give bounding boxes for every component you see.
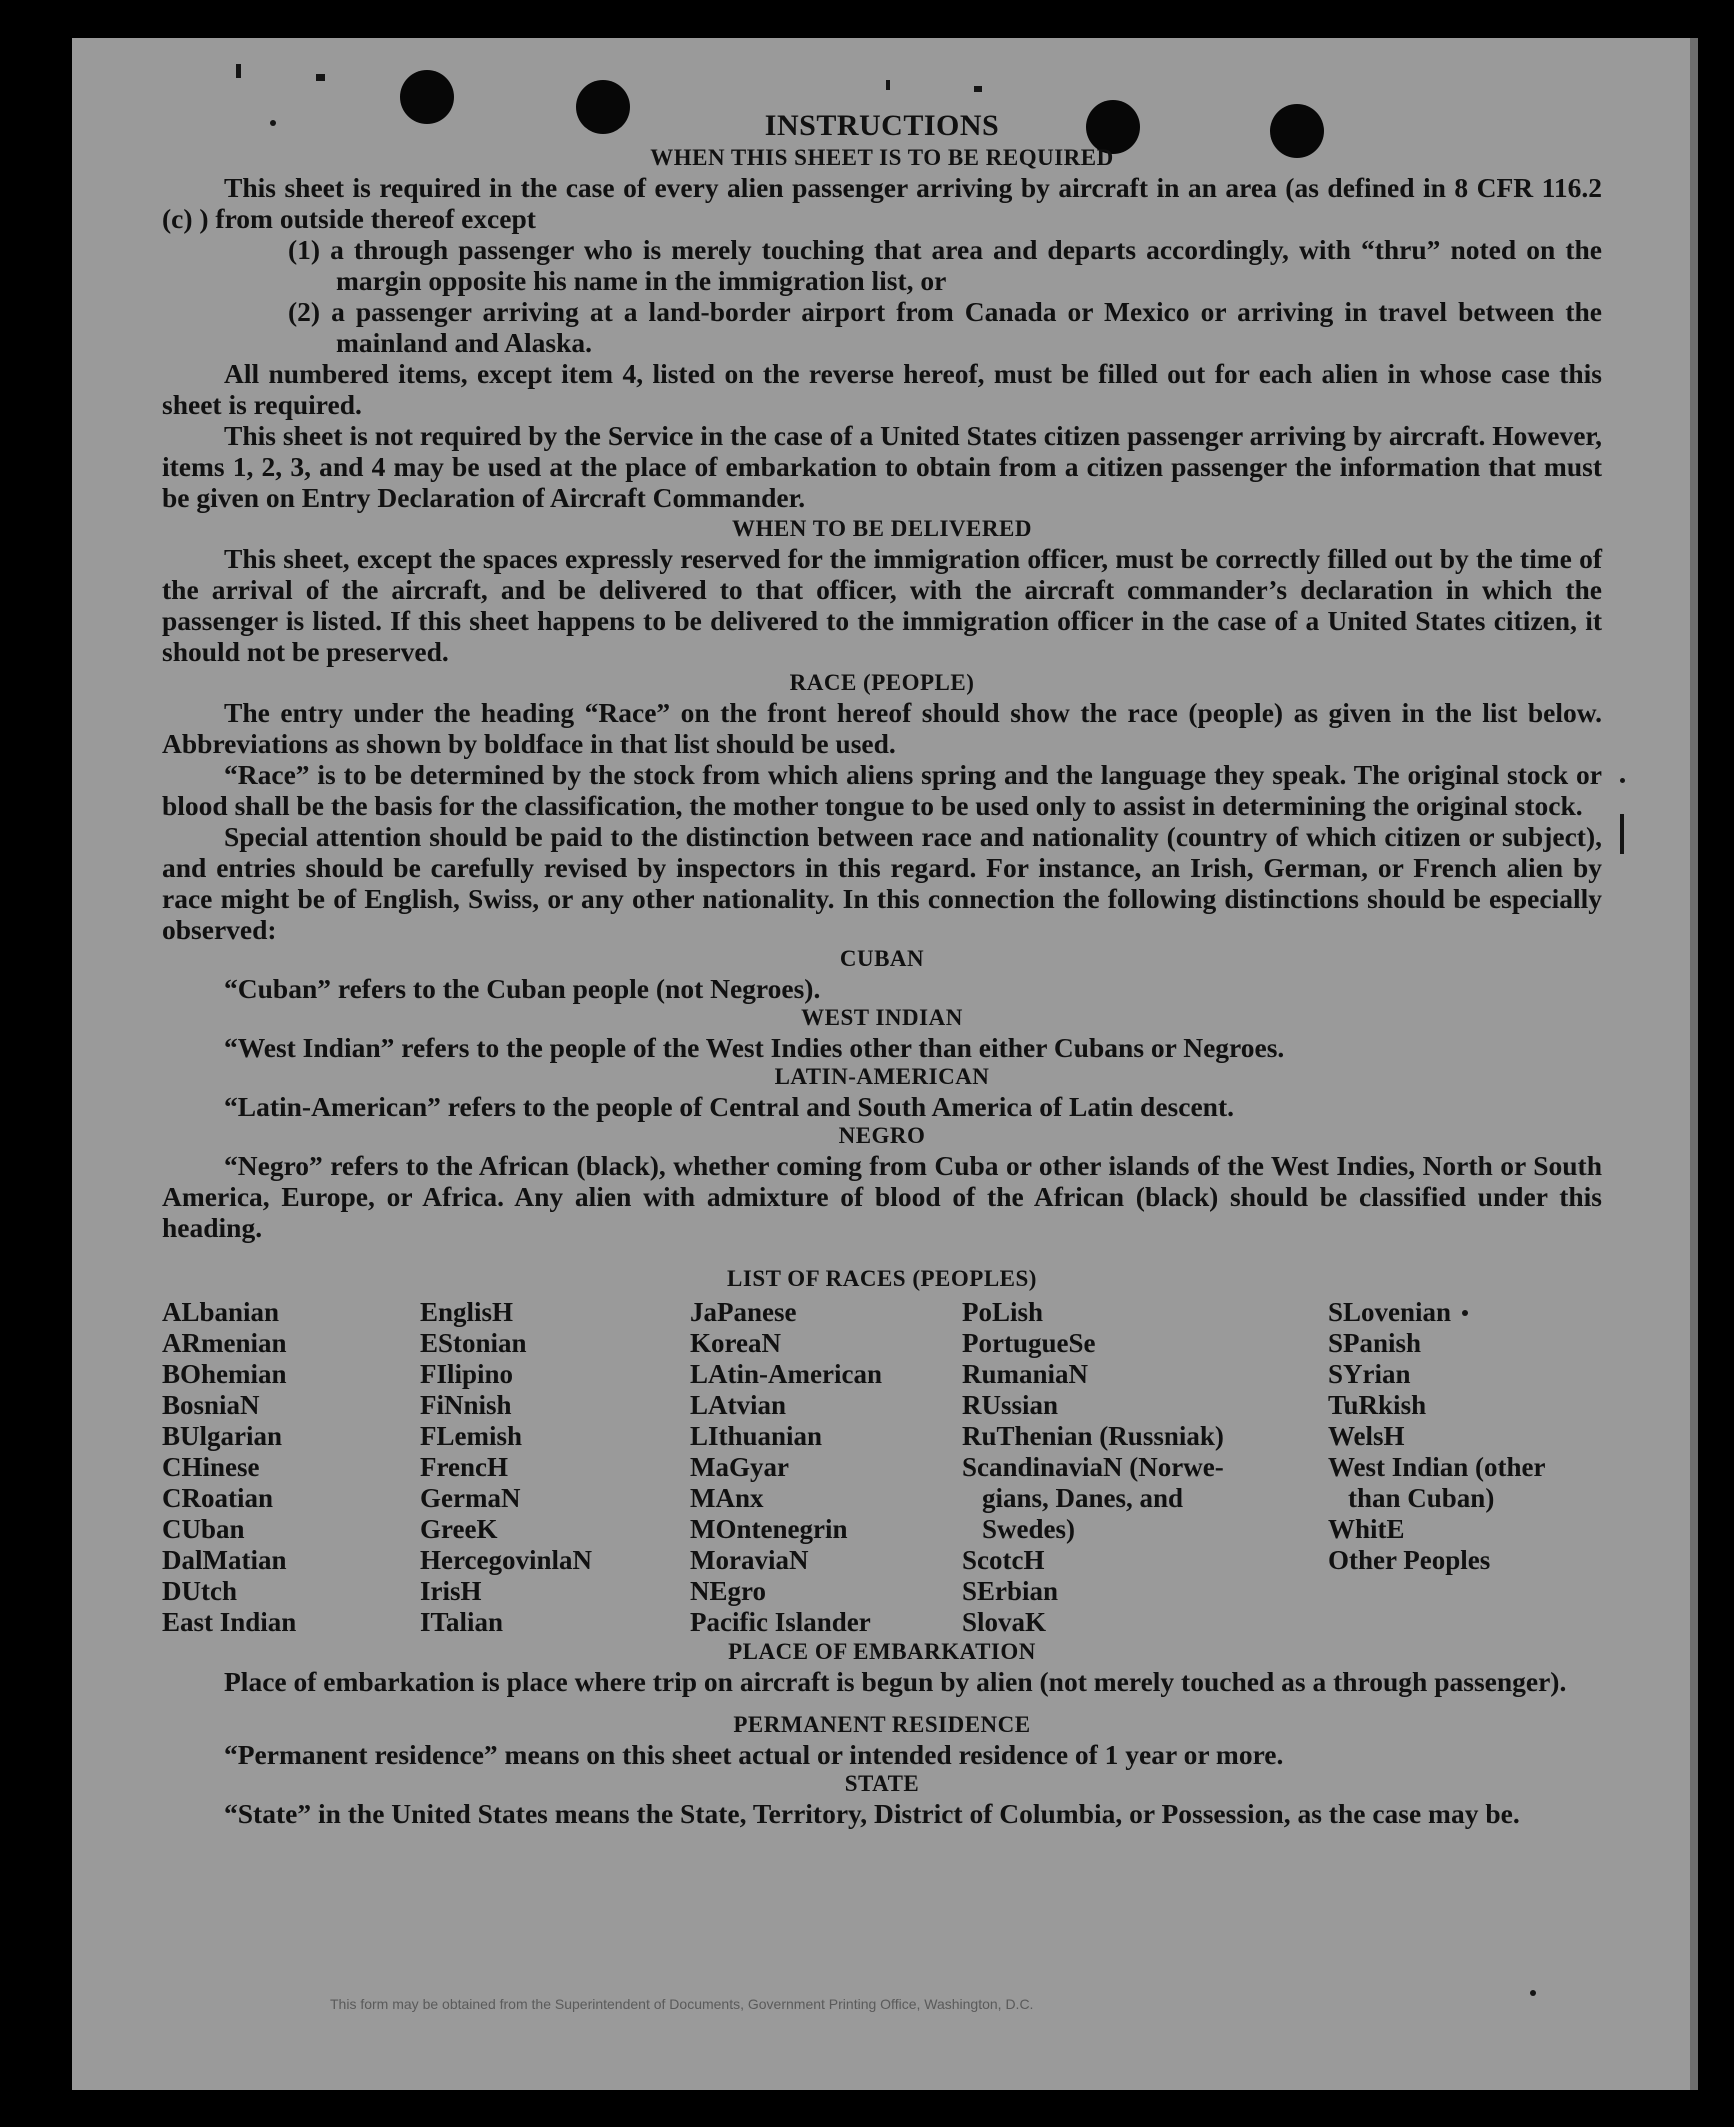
race-item: ALbanian xyxy=(162,1297,280,1327)
race-item: SYrian xyxy=(1328,1359,1411,1389)
race-item: ScotcH xyxy=(962,1545,1045,1575)
race-item: West Indian (other xyxy=(1328,1452,1546,1482)
race-item: FIlipino xyxy=(420,1359,514,1389)
race-item: FiNnish xyxy=(420,1390,512,1420)
speck-mark xyxy=(886,80,890,90)
paragraph-required-intro: This sheet is required in the case of every alien passenger arriving by aircraft in an area (as defined in 8 CFR 116.2 (c) ) from outside thereof except xyxy=(162,172,1602,234)
footnote: This form may be obtained from the Superintendent of Documents, Government Printing Office, Washington, D.C. xyxy=(330,1996,1034,2012)
heading-latin-american: LATIN-AMERICAN xyxy=(774,1064,990,1089)
race-item: RuThenian (Russniak) xyxy=(962,1421,1224,1451)
text-west-indian: “West Indian” refers to the people of the West Indies other than either Cubans or Negroes. xyxy=(224,1032,1285,1063)
race-item: BosniaN xyxy=(162,1390,260,1420)
page-title: INSTRUCTIONS xyxy=(764,109,1000,142)
races-list xyxy=(162,1297,1602,1638)
heading-list-of-races: LIST OF RACES (PEOPLES) xyxy=(727,1266,1037,1291)
races-column-5 xyxy=(1328,1297,1602,1638)
race-item: CUban xyxy=(162,1514,245,1544)
races-column-3 xyxy=(690,1297,962,1638)
paragraph-numbered-items: All numbered items, except item 4, listed on the reverse hereof, must be filled out for each alien in whose case this sheet is required. xyxy=(162,358,1602,420)
race-item: LAtin-American xyxy=(690,1359,882,1389)
heading-race: RACE (PEOPLE) xyxy=(789,670,975,695)
race-item: RumaniaN xyxy=(962,1359,1089,1389)
paragraph-race-stock: “Race” is to be determined by the stock from which aliens spring and the language they speak. The original stock or blood shall be the basis for the classification, the mother tongue to be used only to assist in determining the original stock. xyxy=(162,759,1602,821)
race-item: SLovenian xyxy=(1328,1297,1452,1327)
race-item: Pacific Islander xyxy=(690,1607,871,1637)
race-item: PoLish xyxy=(962,1297,1044,1327)
race-item: MoraviaN xyxy=(690,1545,809,1575)
race-item: TuRkish xyxy=(1328,1390,1427,1420)
heading-cuban: CUBAN xyxy=(839,946,925,971)
heading-when-delivered: WHEN TO BE DELIVERED xyxy=(732,516,1032,541)
race-item: LIthuanian xyxy=(690,1421,823,1451)
race-item: MaGyar xyxy=(690,1452,789,1482)
speck-mark xyxy=(974,86,982,92)
race-item: FLemish xyxy=(420,1421,523,1451)
speck-mark xyxy=(1620,778,1625,783)
heading-place-of-embarkation: PLACE OF EMBARKATION xyxy=(728,1639,1036,1664)
race-item: SlovaK xyxy=(962,1607,1047,1637)
text-cuban: “Cuban” refers to the Cuban people (not Negroes). xyxy=(224,973,821,1004)
race-item: MAnx xyxy=(690,1483,764,1513)
paragraph-citizen-passenger: This sheet is not required by the Service in the case of a United States citizen passenger arriving by aircraft. However, items 1, 2, 3, and 4 may be used at the place of embarkation to obtain from a citizen passenger the information that must be given on Entry Declaration of Aircraft Commander. xyxy=(162,420,1602,513)
race-item-continued: than Cuban) xyxy=(1348,1483,1495,1513)
race-item: DalMatian xyxy=(162,1545,287,1575)
heading-when-required: WHEN THIS SHEET IS TO BE REQUIRED xyxy=(650,145,1114,170)
speck-mark xyxy=(316,74,325,81)
race-item: MOntenegrin xyxy=(690,1514,848,1544)
text-negro: “Negro” refers to the African (black), whether coming from Cuba or other islands of the West Indies, North or South America, Europe, or Africa. Any alien with admixture of blood of the African (black) should be classified under this heading. xyxy=(162,1150,1602,1243)
race-item: WhitE xyxy=(1328,1514,1405,1544)
race-item: NEgro xyxy=(690,1576,767,1606)
race-item: CHinese xyxy=(162,1452,260,1482)
page-edge xyxy=(1690,38,1698,2090)
heading-west-indian: WEST INDIAN xyxy=(801,1005,963,1030)
paragraph-race-nationality: Special attention should be paid to the distinction between race and nationality (country of which citizen or subject), and entries should be carefully revised by inspectors in this regard. For instance, an Irish, German, or French alien by race might be of English, Swiss, or any other nationality. In this connection the following distinctions should be especially observed: xyxy=(162,821,1602,945)
list-item-exception-2: (2) a passenger arriving at a land-border airport from Canada or Mexico or arriving in travel between the mainland and Alaska. xyxy=(288,296,1602,358)
paragraph-race-entry: The entry under the heading “Race” on the front hereof should show the race (people) as given in the list below. Abbreviations as shown by boldface in that list should be used. xyxy=(162,697,1602,759)
heading-negro: NEGRO xyxy=(838,1123,926,1148)
race-item: PortugueSe xyxy=(962,1328,1096,1358)
text-permanent-residence: “Permanent residence” means on this sheet actual or intended residence of 1 year or more. xyxy=(224,1739,1284,1770)
race-item: KoreaN xyxy=(690,1328,781,1358)
race-item-continued: Swedes) xyxy=(982,1514,1075,1544)
list-item-exception-1: (1) a through passenger who is merely touching that area and departs accordingly, with “thru” noted on the margin opposite his name in the immigration list, or xyxy=(288,234,1602,296)
text-state: “State” in the United States means the State, Territory, District of Columbia, or Possession, as the case may be. xyxy=(224,1798,1520,1829)
race-item: LAtvian xyxy=(690,1390,787,1420)
race-item: BUlgarian xyxy=(162,1421,283,1451)
race-item: SPanish xyxy=(1328,1328,1422,1358)
race-item: WelsH xyxy=(1328,1421,1405,1451)
race-item: JaPanese xyxy=(690,1297,797,1327)
race-item: DUtch xyxy=(162,1576,237,1606)
paragraph-delivery: This sheet, except the spaces expressly reserved for the immigration officer, must be correctly filled out by the time of the arrival of the aircraft, and be delivered to that officer, with the aircraft commander’s declaration in which the passenger is listed. If this sheet happens to be delivered to the immigration officer in the case of a United States citizen, it should not be preserved. xyxy=(162,543,1602,667)
instructions-content xyxy=(162,108,1602,1829)
race-item-continued: gians, Danes, and xyxy=(982,1483,1184,1513)
race-item: East Indian xyxy=(162,1607,297,1637)
race-item: RUssian xyxy=(962,1390,1059,1420)
speck-mark xyxy=(236,64,241,78)
races-column-4 xyxy=(962,1297,1328,1638)
races-column-2 xyxy=(420,1297,690,1638)
race-item: IrisH xyxy=(420,1576,482,1606)
race-item: GermaN xyxy=(420,1483,521,1513)
race-item: CRoatian xyxy=(162,1483,274,1513)
text-latin-american: “Latin-American” refers to the people of Central and South America of Latin descent. xyxy=(224,1091,1234,1122)
race-item: EnglisH xyxy=(420,1297,514,1327)
race-item: SErbian xyxy=(962,1576,1059,1606)
race-item: Other Peoples xyxy=(1328,1545,1491,1575)
races-column-1 xyxy=(162,1297,420,1638)
heading-permanent-residence: PERMANENT RESIDENCE xyxy=(733,1712,1031,1737)
race-item: ScandinaviaN (Norwe- xyxy=(962,1452,1224,1482)
text-place-of-embarkation: Place of embarkation is place where trip on aircraft is begun by alien (not merely touched as a through passenger). xyxy=(224,1666,1567,1697)
race-item: HercegovinlaN xyxy=(420,1545,592,1575)
heading-state: STATE xyxy=(844,1771,920,1796)
race-item: BOhemian xyxy=(162,1359,287,1389)
race-item: EStonian xyxy=(420,1328,527,1358)
race-item: ITalian xyxy=(420,1607,504,1637)
race-item: FrencH xyxy=(420,1452,508,1482)
race-item: ARmenian xyxy=(162,1328,287,1358)
speck-mark xyxy=(1620,814,1624,854)
race-item: GreeK xyxy=(420,1514,498,1544)
